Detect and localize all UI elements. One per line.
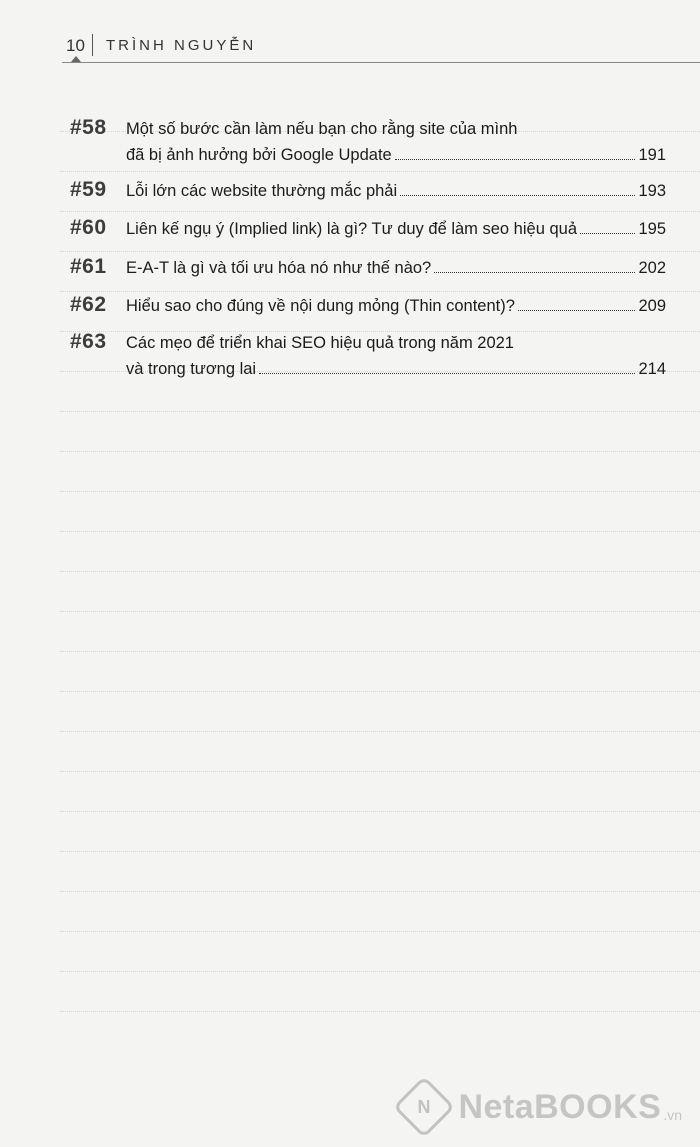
entry-number: #61: [70, 255, 107, 278]
entry-number: #58: [70, 116, 107, 139]
dot-leader: [400, 195, 635, 196]
entry-title-line1: Các mẹo để triển khai SEO hiệu quả trong năm 2021: [126, 334, 514, 352]
entry-leader-row: [126, 259, 666, 278]
entry-title-line2: và trong tương lai: [126, 360, 257, 378]
entry-title: Liên kế ngụ ý (Implied link) là gì? Tư duy để làm seo hiệu quả: [126, 220, 577, 238]
entry-title-line2: đã bị ảnh hưởng bởi Google Update: [126, 146, 392, 164]
dot-leader: [518, 310, 636, 311]
entry-page: 193: [638, 182, 666, 200]
entry-page: 195: [638, 220, 666, 238]
entry-leader-row: [126, 220, 666, 239]
author-name: TRÌNH NGUYỄN: [106, 37, 257, 54]
entry-title-line1: Một số bước cần làm nếu bạn cho rằng site của mình: [126, 120, 518, 138]
entry-page: 214: [638, 360, 666, 378]
entry-page: 202: [638, 259, 666, 277]
entry-number: #63: [70, 330, 107, 353]
page-number: 10: [66, 36, 85, 55]
entry-number: #59: [70, 178, 107, 201]
watermark-suffix: .vn: [663, 1107, 682, 1123]
entry-number: #60: [70, 216, 107, 239]
entry-leader-row: [126, 182, 666, 201]
entry-title: E-A-T là gì và tối ưu hóa nó như thế nào?: [126, 259, 432, 277]
entry-leader-row: [126, 146, 666, 165]
dot-leader: [580, 233, 635, 234]
watermark-text: NetaBOOKS: [458, 1087, 662, 1126]
dot-leader: [434, 272, 635, 273]
watermark: [402, 1085, 682, 1129]
entry-page: 191: [638, 146, 666, 164]
dot-leader: [395, 159, 636, 160]
netabooks-logo-icon: [393, 1076, 455, 1138]
dot-leader: [259, 373, 635, 374]
entry-leader-row: [126, 297, 666, 316]
entry-title: Lỗi lớn các website thường mắc phải: [126, 182, 398, 200]
entry-leader-row: [126, 360, 666, 379]
entry-page: 209: [638, 297, 666, 315]
logo-letter: N: [417, 1096, 431, 1117]
entry-title: Hiểu sao cho đúng về nội dung mỏng (Thin content)?: [126, 297, 515, 315]
entry-number: #62: [70, 293, 107, 316]
